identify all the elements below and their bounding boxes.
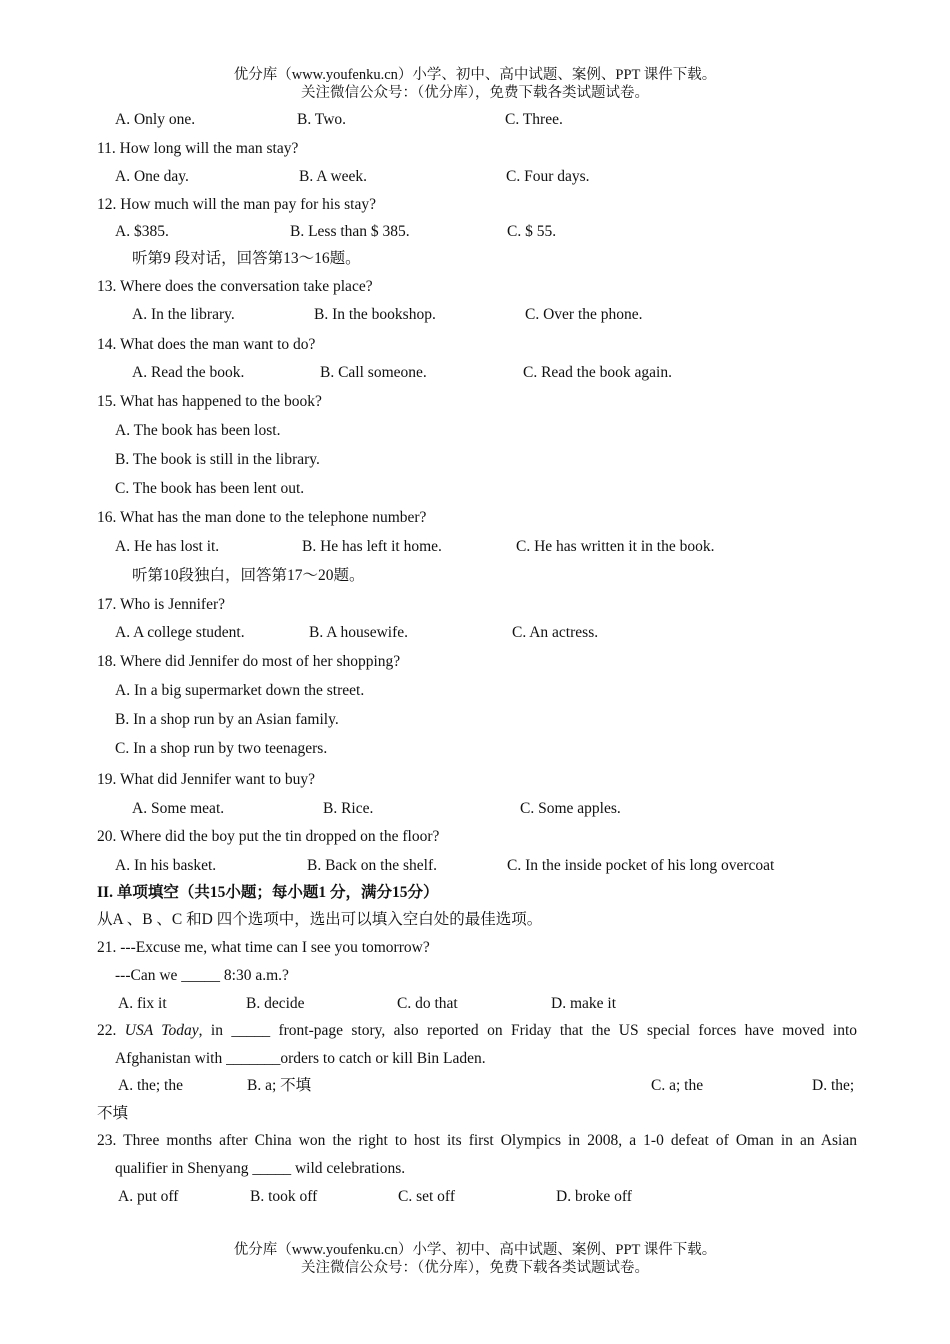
q15-option-a: A. The book has been lost. <box>115 422 281 439</box>
q21-option-d: D. make it <box>551 995 616 1012</box>
q23-option-c: C. set off <box>398 1188 455 1205</box>
footer-line-2: 关注微信公众号：（优分库），免费下载各类试题试卷。 <box>301 1260 649 1276</box>
q23-option-d: D. broke off <box>556 1188 632 1205</box>
q10-option-c: C. Three. <box>505 111 563 128</box>
q16-option-b: B. He has left it home. <box>302 538 442 555</box>
q19-option-a: A. Some meat. <box>132 800 225 817</box>
q22-number: 22. <box>97 1022 117 1039</box>
q23-stem-line-1: 23. Three months after China won the right to host its first Olympics in 2008, a 1-0 defeat of Oman in an Asian <box>97 1132 857 1149</box>
footer-line-1: 优分库（www.youfenku.cn）小学、初中、高中试题、案例、PPT 课件下载。 <box>233 1242 717 1258</box>
q20-option-b: B. Back on the shelf. <box>307 857 438 874</box>
q20-stem: 20. Where did the boy put the tin dropped on the floor? <box>97 828 440 845</box>
q15-option-b: B. The book is still in the library. <box>115 451 320 468</box>
q20-option-a: A. In his basket. <box>115 857 217 874</box>
q11-stem: 11. How long will the man stay? <box>97 140 299 157</box>
q18-option-c: C. In a shop run by two teenagers. <box>115 740 328 757</box>
q11-option-a: A. One day. <box>115 168 189 185</box>
q19-option-c: C. Some apples. <box>520 800 621 817</box>
q22-option-d-continued: 不填 <box>97 1105 129 1122</box>
section-9-instruction: 听第9 段对话，回答第13～16题。 <box>132 250 361 267</box>
q23-option-b: B. took off <box>250 1188 318 1205</box>
header-line-2: 关注微信公众号：（优分库），免费下载各类试题试卷。 <box>301 85 649 101</box>
q22-option-b: B. a; 不填 <box>247 1077 312 1094</box>
q14-option-c: C. Read the book again. <box>523 364 672 381</box>
q13-option-b: B. In the bookshop. <box>314 306 436 323</box>
q21-option-b: B. decide <box>246 995 305 1012</box>
q18-stem: 18. Where did Jennifer do most of her shopping? <box>97 653 401 670</box>
q19-option-b: B. Rice. <box>323 800 374 817</box>
q12-stem: 12. How much will the man pay for his stay? <box>97 196 376 213</box>
q15-option-c: C. The book has been lent out. <box>115 480 305 497</box>
q13-option-a: A. In the library. <box>132 306 235 323</box>
section-10-instruction: 听第10段独白，回答第17～20题。 <box>132 567 365 584</box>
q22-option-d: D. the; <box>812 1077 855 1094</box>
q14-stem: 14. What does the man want to do? <box>97 336 316 353</box>
q22-option-c: C. a; the <box>651 1077 704 1094</box>
q11-option-c: C. Four days. <box>506 168 590 185</box>
q22-stem-line-2: Afghanistan with _______orders to catch or kill Bin Laden. <box>115 1050 486 1067</box>
q22-stem-rest: , in _____ front-page story, also reported on Friday that the US special forces have moved into <box>198 1022 857 1039</box>
q22-italic-title: USA Today <box>124 1022 199 1039</box>
part-2-title: II. 单项填空（共15小题；每小题1 分，满分15分） <box>97 884 439 901</box>
q12-option-b: B. Less than $ 385. <box>290 223 410 240</box>
q19-stem: 19. What did Jennifer want to buy? <box>97 771 315 788</box>
q16-option-a: A. He has lost it. <box>115 538 220 555</box>
q23-stem-line-2: qualifier in Shenyang _____ wild celebrations. <box>115 1160 406 1177</box>
q11-option-b: B. A week. <box>299 168 368 185</box>
q17-option-a: A. A college student. <box>115 624 245 641</box>
q23-option-a: A. put off <box>118 1188 179 1205</box>
q17-stem: 17. Who is Jennifer? <box>97 596 225 613</box>
q16-option-c: C. He has written it in the book. <box>516 538 715 555</box>
q22-option-a: A. the; the <box>118 1077 183 1094</box>
q15-stem: 15. What has happened to the book? <box>97 393 322 410</box>
q18-option-b: B. In a shop run by an Asian family. <box>115 711 339 728</box>
q12-option-a: A. $385. <box>115 223 169 240</box>
header-line-1: 优分库（www.youfenku.cn）小学、初中、高中试题、案例、PPT 课件下载。 <box>233 67 717 83</box>
q22-stem-line-1 <box>97 1021 857 1041</box>
q17-option-c: C. An actress. <box>512 624 599 641</box>
q16-stem: 16. What has the man done to the telephone number? <box>97 509 427 526</box>
q14-option-a: A. Read the book. <box>132 364 245 381</box>
q21-stem: 21. ---Excuse me, what time can I see you tomorrow? <box>97 939 430 956</box>
q10-option-b: B. Two. <box>297 111 347 128</box>
q10-option-a: A. Only one. <box>115 111 196 128</box>
q14-option-b: B. Call someone. <box>320 364 427 381</box>
q13-option-c: C. Over the phone. <box>525 306 643 323</box>
q18-option-a: A. In a big supermarket down the street. <box>115 682 365 699</box>
q17-option-b: B. A housewife. <box>309 624 409 641</box>
q12-option-c: C. $ 55. <box>507 223 557 240</box>
q20-option-c: C. In the inside pocket of his long overcoat <box>507 857 775 874</box>
q21-stem-line-2: ---Can we _____ 8:30 a.m.? <box>115 967 289 984</box>
q21-option-c: C. do that <box>397 995 458 1012</box>
q13-stem: 13. Where does the conversation take place? <box>97 278 373 295</box>
q21-option-a: A. fix it <box>118 995 167 1012</box>
part-2-instruction: 从A 、B 、C 和D 四个选项中，选出可以填入空白处的最佳选项。 <box>97 911 543 928</box>
